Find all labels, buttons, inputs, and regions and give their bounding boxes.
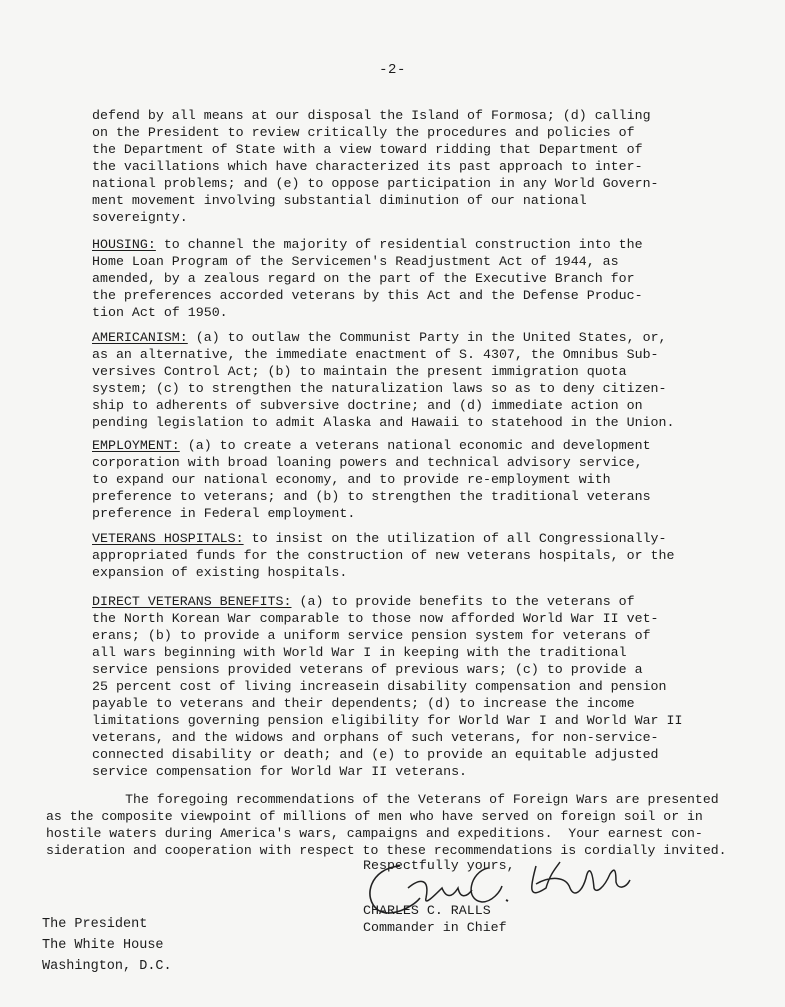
- addressee-line: The President: [42, 917, 148, 932]
- text-line: limitations governing pension eligibility for World War I and World War II: [92, 713, 683, 728]
- text-line: veterans, and the widows and orphans of such veterans, for non-service-: [92, 730, 659, 745]
- section-heading-veterans-hospitals: VETERANS HOSPITALS:: [92, 531, 244, 546]
- text-line: as an alternative, the immediate enactment of S. 4307, the Omnibus Sub-: [92, 347, 659, 362]
- text-line: The foregoing recommendations of the Veterans of Foreign Wars are presented: [46, 792, 719, 807]
- text-line: preference to veterans; and (b) to strengthen the traditional veterans: [92, 489, 651, 504]
- text-line: hostile waters during America's wars, campaigns and expeditions. Your earnest con-: [46, 826, 703, 841]
- text-line: system; (c) to strengthen the naturalization laws so as to deny citizen-: [92, 381, 667, 396]
- text-line: corporation with broad loaning powers and technical advisory service,: [92, 455, 643, 470]
- text-line: expansion of existing hospitals.: [92, 565, 348, 580]
- text-line: tion Act of 1950.: [92, 305, 228, 320]
- signer-title: Commander in Chief: [363, 920, 507, 935]
- text-fragment: (a) to provide benefits to the veterans of: [291, 594, 635, 609]
- closing-salutation: Respectfully yours,: [363, 858, 515, 873]
- text-line: erans; (b) to provide a uniform service pension system for veterans of: [92, 628, 651, 643]
- section-heading-employment: EMPLOYMENT:: [92, 438, 180, 453]
- text-line: [92, 593, 635, 610]
- signer-name: CHARLES C. RALLS: [363, 903, 491, 918]
- addressee-line: The White House: [42, 938, 164, 953]
- text-line: [92, 329, 667, 346]
- section-heading-housing: HOUSING:: [92, 237, 156, 252]
- text-line: all wars beginning with World War I in keeping with the traditional: [92, 645, 627, 660]
- text-line: connected disability or death; and (e) to provide an equitable adjusted: [92, 747, 659, 762]
- text-line: amended, by a zealous regard on the part of the Executive Branch for: [92, 271, 635, 286]
- text-line: ship to adherents of subversive doctrine; and (d) immediate action on: [92, 398, 643, 413]
- page-number: -2-: [379, 62, 406, 78]
- text-line: appropriated funds for the construction of new veterans hospitals, or the: [92, 548, 675, 563]
- text-fragment: to channel the majority of residential construction into the: [155, 237, 643, 252]
- text-line: [92, 236, 643, 253]
- text-line: pending legislation to admit Alaska and Hawaii to statehood in the Union.: [92, 415, 675, 430]
- text-line: [92, 437, 651, 454]
- text-line: ment movement involving substantial diminution of our national: [92, 193, 587, 208]
- text-line: defend by all means at our disposal the Island of Formosa; (d) calling: [92, 108, 651, 123]
- text-line: the preferences accorded veterans by this Act and the Defense Produc-: [92, 288, 643, 303]
- section-heading-direct-veterans-benefits: DIRECT VETERANS BENEFITS:: [92, 594, 292, 609]
- text-fragment: (a) to outlaw the Communist Party in the United States, or,: [187, 330, 667, 345]
- text-fragment: to insist on the utilization of all Congressionally-: [243, 531, 667, 546]
- text-line: the vacillations which have characterized its past approach to inter-: [92, 159, 643, 174]
- text-line: versives Control Act; (b) to maintain the present immigration quota: [92, 364, 627, 379]
- text-line: the Department of State with a view toward ridding that Department of: [92, 142, 643, 157]
- section-heading-americanism: AMERICANISM:: [92, 330, 188, 345]
- text-line: on the President to review critically the procedures and policies of: [92, 125, 635, 140]
- text-line: Home Loan Program of the Servicemen's Readjustment Act of 1944, as: [92, 254, 619, 269]
- text-line: national problems; and (e) to oppose participation in any World Govern-: [92, 176, 659, 191]
- text-line: to expand our national economy, and to provide re-employment with: [92, 472, 611, 487]
- text-line: 25 percent cost of living increasein disability compensation and pension: [92, 679, 667, 694]
- text-line: [92, 530, 667, 547]
- text-line: service compensation for World War II veterans.: [92, 764, 468, 779]
- text-line: service pensions provided veterans of previous wars; (c) to provide a: [92, 662, 643, 677]
- text-line: preference in Federal employment.: [92, 506, 356, 521]
- text-line: the North Korean War comparable to those now afforded World War II vet-: [92, 611, 659, 626]
- text-line: sovereignty.: [92, 210, 188, 225]
- text-line: as the composite viewpoint of millions of men who have served on foreign soil or in: [46, 809, 703, 824]
- text-line: sideration and cooperation with respect to these recommendations is cordially invited.: [46, 843, 727, 858]
- addressee-line: Washington, D.C.: [42, 959, 172, 974]
- text-fragment: (a) to create a veterans national economic and development: [179, 438, 651, 453]
- text-line: payable to veterans and their dependents; (d) to increase the income: [92, 696, 635, 711]
